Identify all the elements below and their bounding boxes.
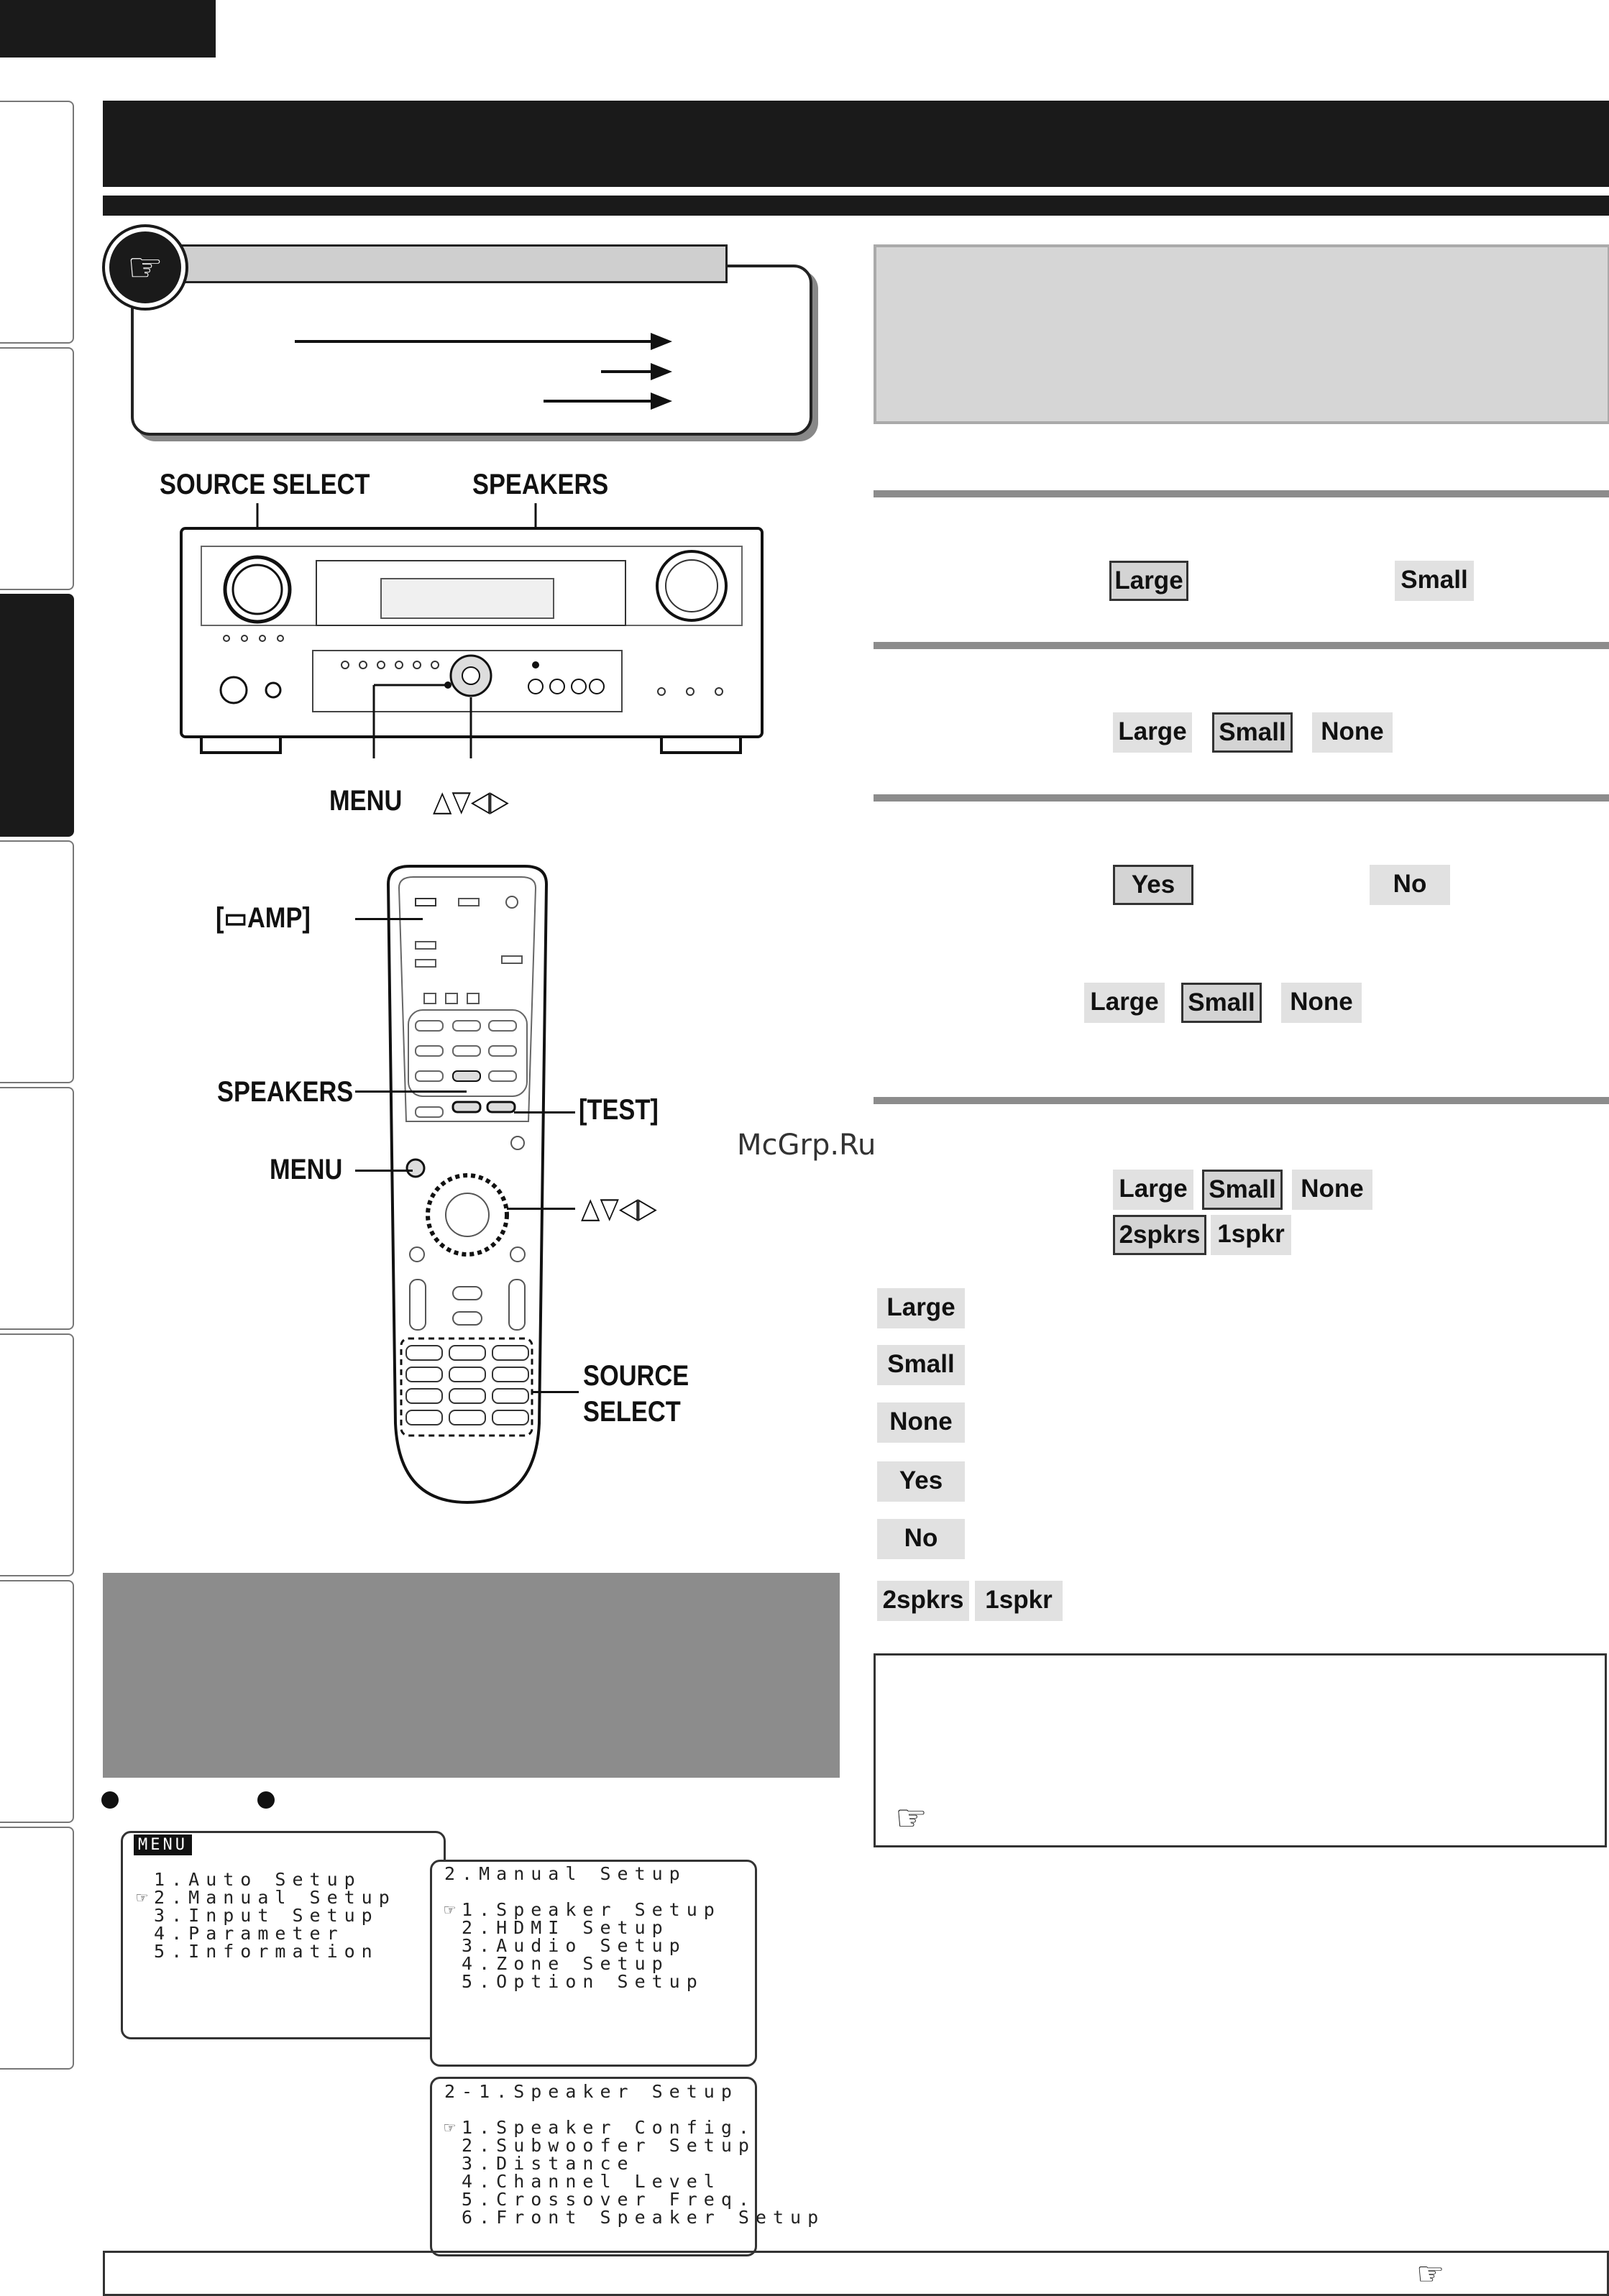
note-title-strip bbox=[160, 244, 728, 283]
option-2spkrs[interactable]: 2spkrs bbox=[1113, 1215, 1206, 1255]
option-none[interactable]: None bbox=[1292, 1170, 1372, 1210]
arrow-head-2 bbox=[651, 363, 672, 380]
note-frame bbox=[874, 1653, 1607, 1847]
option-yes[interactable]: Yes bbox=[1113, 865, 1193, 905]
cursor-keys-label: △▽◁▷ bbox=[433, 786, 509, 817]
section-separator-3 bbox=[874, 794, 1609, 802]
legend-1spkr: 1spkr bbox=[975, 1581, 1063, 1621]
bullet-icon bbox=[101, 1791, 119, 1809]
receiver-illustration bbox=[173, 503, 769, 762]
legend-large: Large bbox=[877, 1288, 965, 1328]
section-separator-1 bbox=[874, 490, 1609, 497]
remote-menu-pointer bbox=[355, 1170, 413, 1172]
amp-label: [▭AMP] bbox=[216, 902, 311, 934]
test-label: [TEST] bbox=[579, 1094, 659, 1126]
header-underline bbox=[103, 196, 1609, 216]
remote-control-illustration bbox=[374, 863, 561, 1510]
section-separator-4 bbox=[874, 1097, 1609, 1104]
info-panel bbox=[874, 244, 1609, 424]
side-tab-1[interactable] bbox=[0, 101, 74, 344]
option-large[interactable]: Large bbox=[1084, 983, 1165, 1023]
option-small[interactable]: Small bbox=[1202, 1170, 1283, 1210]
remote-source-pointer bbox=[532, 1391, 579, 1393]
note-box bbox=[131, 265, 812, 436]
menu-speaker-list: 2-1.Speaker Setup ☞1.Speaker Config. 2.Subwoofer Setup 3.Distance 4.Channel Level 5.Crossover Freq. 6.Front Speaker Setup bbox=[444, 2081, 825, 2228]
option-1spkr[interactable]: 1spkr bbox=[1211, 1215, 1291, 1255]
speakers-label: SPEAKERS bbox=[472, 469, 609, 500]
arrow-head-3 bbox=[651, 392, 672, 410]
legend-no: No bbox=[877, 1519, 965, 1559]
legend-none: None bbox=[877, 1402, 965, 1443]
legend-small: Small bbox=[877, 1345, 965, 1385]
amp-pointer bbox=[355, 918, 423, 920]
source-select-label: SOURCE SELECT bbox=[160, 469, 370, 500]
legend-yes: Yes bbox=[877, 1461, 965, 1502]
corner-block bbox=[0, 0, 216, 58]
watermark: McGrp.Ru bbox=[737, 1129, 876, 1162]
remote-speakers-pointer bbox=[355, 1090, 467, 1093]
reference-hand-icon: ☞ bbox=[895, 1797, 927, 1839]
side-tab-5[interactable] bbox=[0, 1087, 74, 1330]
option-no[interactable]: No bbox=[1370, 865, 1450, 905]
menu-tag: MENU bbox=[134, 1834, 192, 1855]
legend-2spkrs: 2spkrs bbox=[877, 1581, 969, 1621]
menu-manual-list: 2.Manual Setup ☞1.Speaker Setup 2.HDMI Setup 3.Audio Setup 4.Zone Setup 5.Option Setup bbox=[444, 1863, 721, 1992]
side-tab-2[interactable] bbox=[0, 347, 74, 590]
procedure-panel bbox=[103, 1573, 840, 1778]
option-large[interactable]: Large bbox=[1113, 712, 1192, 753]
arrow-line-1 bbox=[295, 340, 669, 343]
side-tab-3-active[interactable] bbox=[0, 594, 74, 837]
remote-menu-label: MENU bbox=[270, 1154, 343, 1185]
option-small[interactable]: Small bbox=[1212, 712, 1293, 753]
remote-source-label-2: SELECT bbox=[583, 1396, 681, 1428]
option-none[interactable]: None bbox=[1281, 983, 1362, 1023]
pointing-hand-icon: ☞ bbox=[105, 227, 185, 308]
option-none[interactable]: None bbox=[1312, 712, 1393, 753]
page-header bbox=[103, 101, 1609, 187]
remote-speakers-label: SPEAKERS bbox=[217, 1076, 354, 1108]
remote-cursor-pointer bbox=[507, 1208, 575, 1210]
test-pointer bbox=[514, 1111, 575, 1113]
bullet-icon bbox=[257, 1791, 275, 1809]
page-footer bbox=[103, 2251, 1609, 2296]
remote-cursor-label: △▽◁▷ bbox=[581, 1193, 657, 1224]
option-large[interactable]: Large bbox=[1109, 561, 1188, 601]
menu-main-list: 1.Auto Setup ☞2.Manual Setup 3.Input Setup 4.Parameter 5.Information bbox=[137, 1869, 396, 1962]
option-large[interactable]: Large bbox=[1113, 1170, 1193, 1210]
menu-label: MENU bbox=[329, 785, 403, 817]
arrow-line-3 bbox=[544, 400, 669, 403]
side-tab-7[interactable] bbox=[0, 1580, 74, 1823]
arrow-head-1 bbox=[651, 333, 672, 350]
remote-source-label-1: SOURCE bbox=[583, 1360, 689, 1392]
option-small[interactable]: Small bbox=[1395, 561, 1474, 601]
side-tab-4[interactable] bbox=[0, 840, 74, 1083]
section-separator-2 bbox=[874, 642, 1609, 649]
option-small[interactable]: Small bbox=[1181, 983, 1262, 1023]
side-tab-6[interactable] bbox=[0, 1333, 74, 1576]
footer-hand-icon: ☞ bbox=[1416, 2256, 1445, 2292]
side-tab-8[interactable] bbox=[0, 1827, 74, 2070]
